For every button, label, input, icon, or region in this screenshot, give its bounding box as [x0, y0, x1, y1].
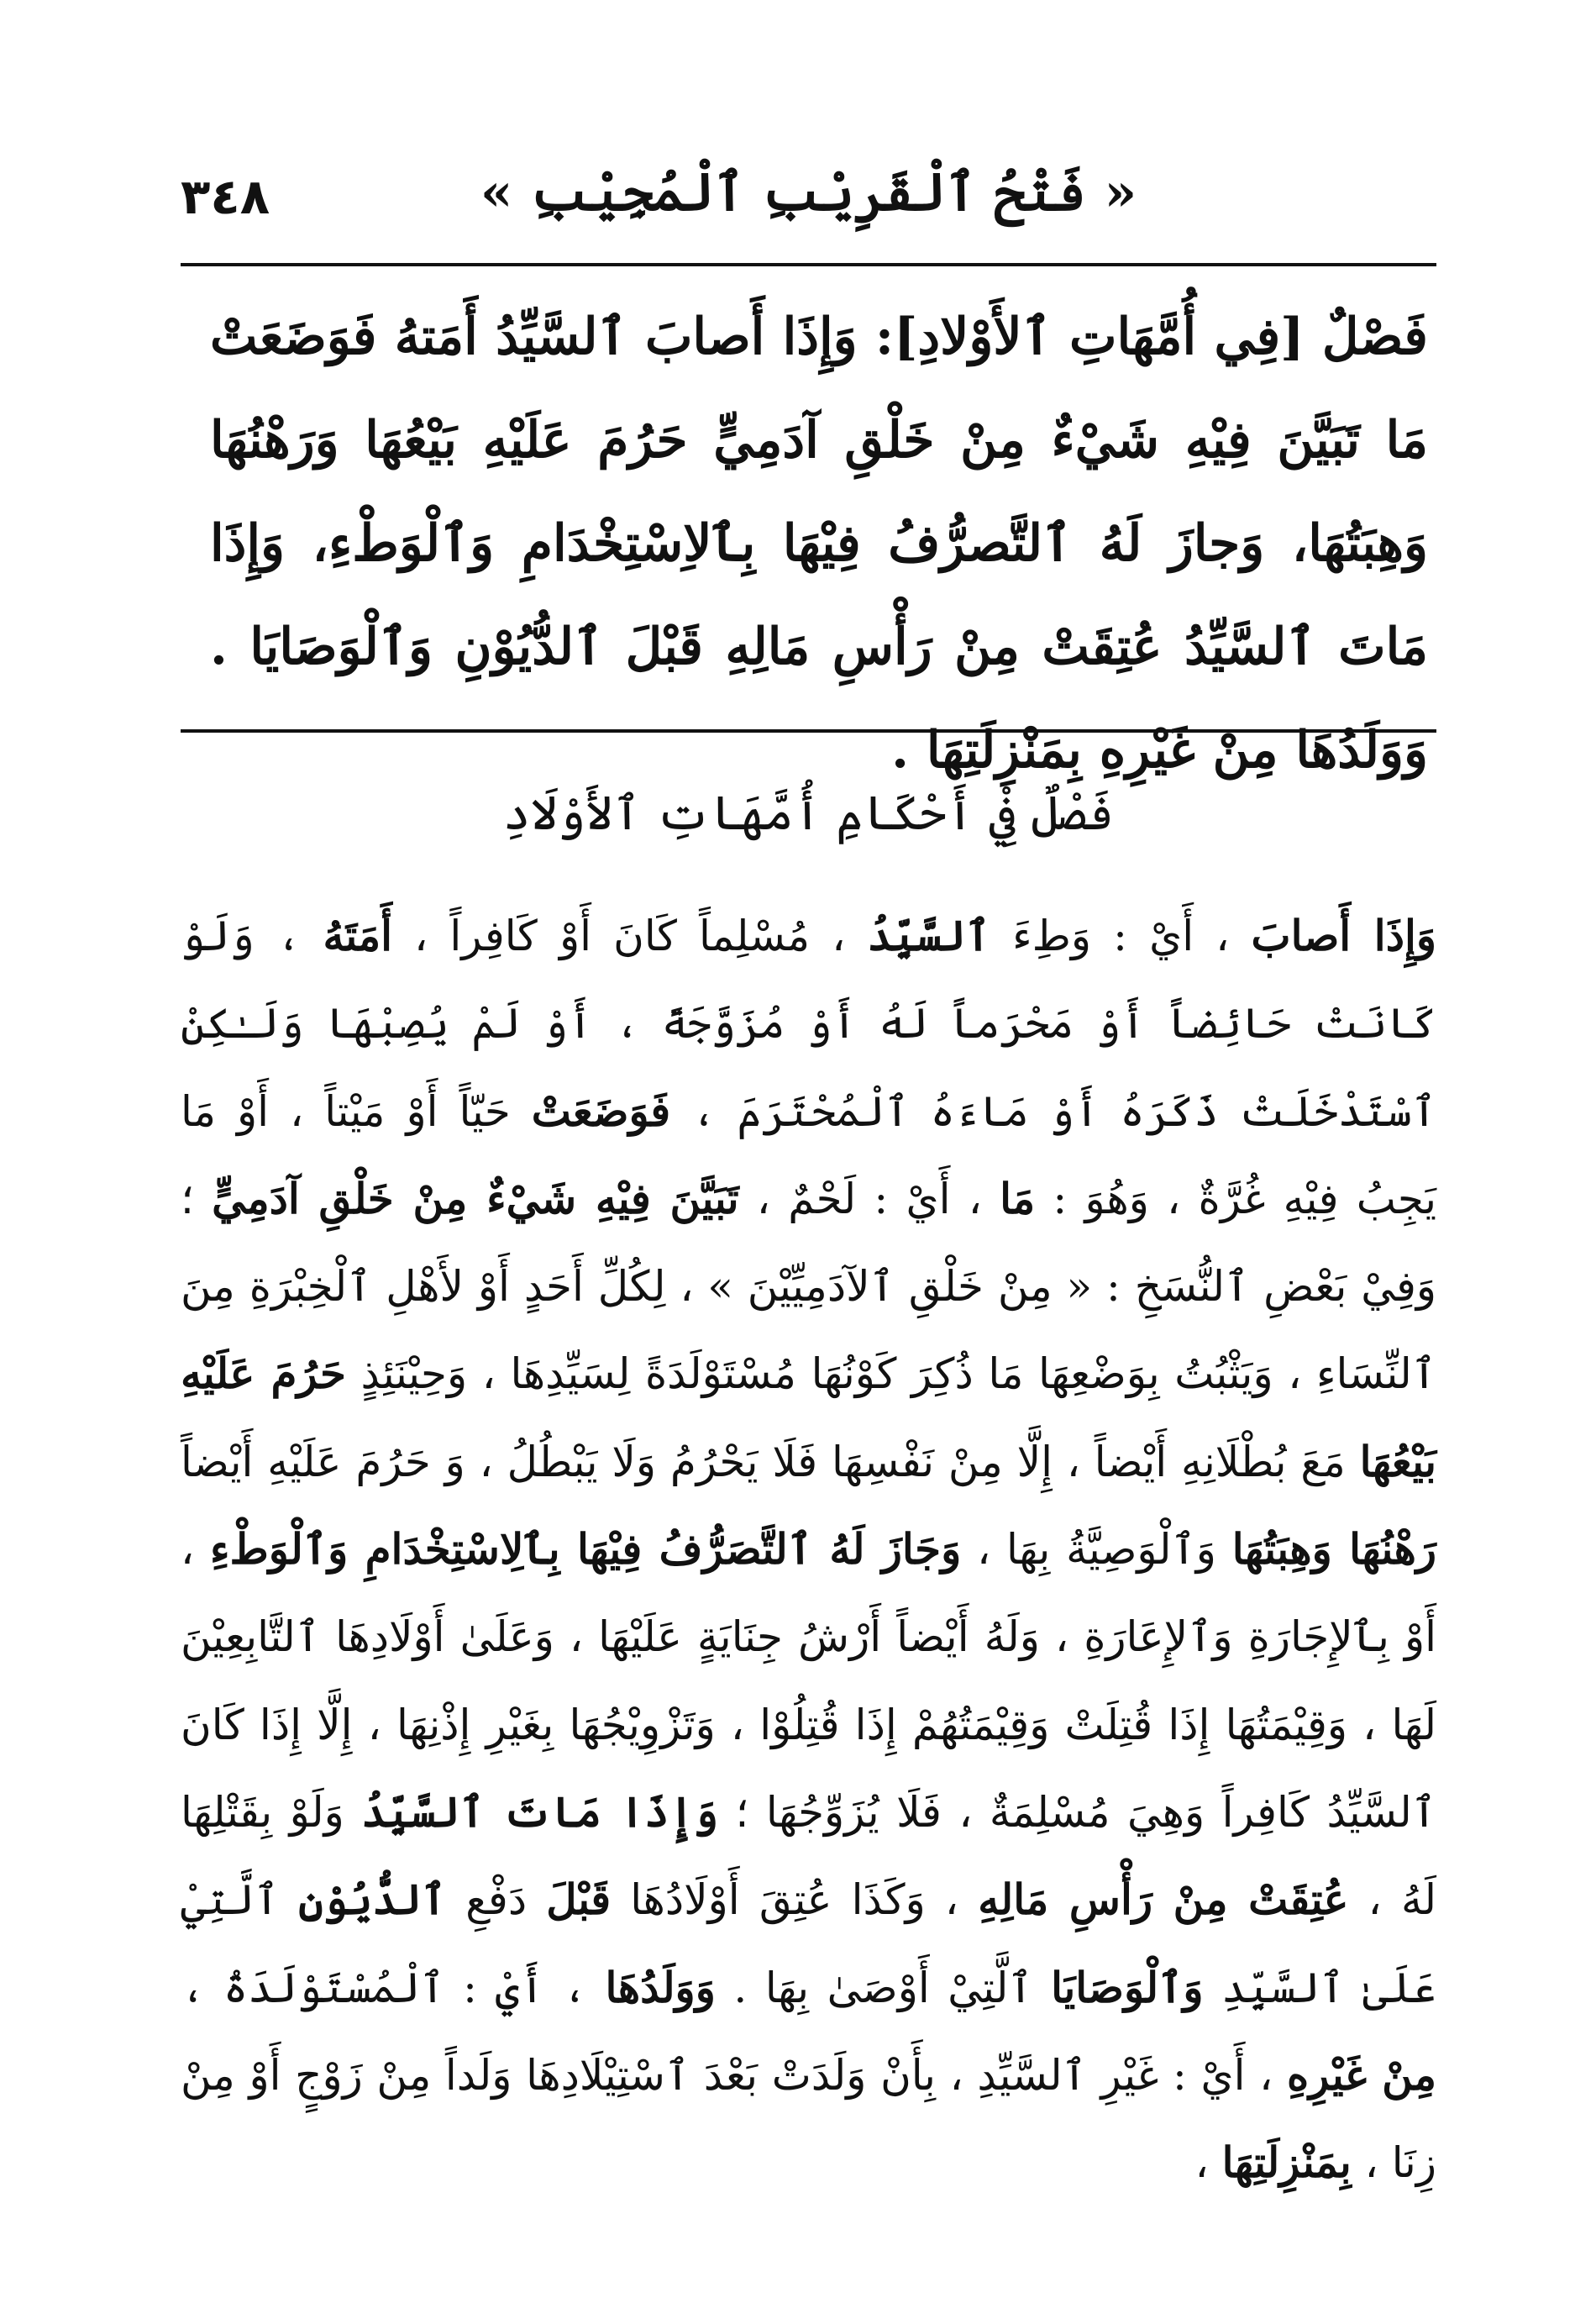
- matn-quote-segment: عُتِقَتْ مِنْ رَأْسِ مَالِهِ: [978, 1874, 1349, 1925]
- commentary-segment: ، أَوْ بِٱلإِجَارَةِ وَٱلإِعَارَةِ ، وَلَهُ أَيْضاً أَرْشُ جِنَايَةٍ عَلَيْهَا ، وَعَلَىٰ أَوْلَادِهَا ٱلتَّابِعِيْنَ لَهَا ، وَقِيْمَتُهَا إِذَا قُتِلَتْ وَقِيْمَتُهُمْ إِذَا قُتِلُوْا ، وَتَزْوِيْجُهَا بِغَيْرِ إِذْنِهَا ، إِلَّا إِذَا كَانَ ٱلسَّيِّدُ كَافِراً وَهِيَ مُسْلِمَةٌ ، فَلَا يُزَوِّجُهَا ؛: [181, 1525, 1436, 1837]
- commentary-segment: ، وَلَوْ كَانَتْ حَائِضاً أَوْ مَحْرَماً لَهُ أَوْ مُزَوَّجَةً ، أَوْ لَمْ يُصِبْهَا وَلَـٰكِنْ ٱسْتَدْخَلَتْ ذَكَرَهُ أَوْ مَاءَهُ ٱلْمُحْتَرَمَ ،: [181, 912, 1436, 1136]
- header-rule: [181, 263, 1436, 266]
- matn-quote-segment: بِمَنْزِلَتِهَا: [1221, 2137, 1352, 2188]
- commentary-segment: وَلَوْ بِقَتْلِهَا لَهُ ،: [181, 1787, 1436, 1925]
- matn-quote-segment: ٱلسَّيِّدُ: [867, 911, 990, 960]
- matn-quote-segment: وَجَازَ لَهُ ٱلتَّصَرُّفُ فِيْهَا بِٱلِاسْتِخْدَامِ وَٱلْوَطْءِ: [209, 1524, 962, 1575]
- matn-quote-segment: وَٱلْوَصَايَا: [1051, 1962, 1204, 2012]
- matn-quote-segment: مِنْ غَيْرِهِ: [1286, 2049, 1436, 2100]
- matn-text: [210, 286, 1428, 802]
- commentary-segment: ، أَيْ : وَطِءَ: [990, 912, 1252, 960]
- commentary-segment: ؛ وَفِيْ بَعْضِ ٱلنُّسَخِ : « مِنْ خَلْقِ ٱلآدَمِيِّيْنَ » ، لِكُلِّ أَحَدٍ أَوْ لأَهْلِ ٱلْخِبْرَةِ مِنَ ٱلنِّسَاءِ ، وَيَثْبُتُ بِوَضْعِهَا مَا ذُكِرَ كَوْنُهَا مُسْتَوْلَدَةً لِسَيِّدِهَا ، وَحِيْنَئِذٍ: [181, 1174, 1436, 1399]
- matn-quote-segment: أَمَتَهُ: [323, 911, 393, 960]
- commentary-text: [181, 892, 1436, 2206]
- matn-separator-rule: [181, 729, 1436, 733]
- matn-quote-segment: تَبَيَّنَ فِيْهِ شَيْءٌ مِنْ خَلْقِ آدَمِيٍّ: [212, 1173, 739, 1223]
- matn-quote-segment: فَوَضَعَتْ: [531, 1086, 671, 1136]
- commentary-segment: حَيّاً أَوْ مَيْتاً ، أَوْ مَا يَجِبُ فِيْهِ غُرَّةٌ ، وَهُوَ :: [181, 1086, 1437, 1223]
- matn-chapter-heading: فَصْلٌ [فِي أُمَّهَاتِ ٱلأَوْلادِ]:: [857, 308, 1428, 366]
- commentary-segment: ، وَكَذَا عُتِقَ أَوْلَادُهَا: [611, 1875, 979, 1925]
- commentary-section-title: فَصْلٌ فِيْ أَحْكَامِ أُمَّهَاتِ ٱلأَوْلَادِ: [502, 786, 1115, 841]
- commentary-segment: مَعَ بُطْلَانِهِ أَيْضاً ، إِلَّا مِنْ نَفْسِهَا فَلَا يَحْرُمُ وَلَا يَبْطُلُ ، وَ حَرُمَ عَلَيْهِ أَيْضاً: [181, 1437, 1360, 1486]
- commentary-segment: وَٱلْوَصِيَّةُ بِهَا ،: [961, 1525, 1232, 1575]
- matn-quote-segment: مَا: [1000, 1173, 1036, 1223]
- running-head: [181, 155, 1436, 248]
- matn-quote-segment: ٱلدُّيُوْنِ: [298, 1874, 447, 1925]
- page-number: ٣٤٨: [181, 168, 270, 225]
- matn-quote-segment: قَبْلَ: [546, 1874, 612, 1925]
- matn-quote-segment: حَرُمَ عَلَيْهِ بَيْعُهَا: [181, 1349, 1436, 1486]
- matn-quote-segment: رَهْنُهَا وَهِبَتُهَا: [1231, 1524, 1436, 1575]
- commentary-segment: ٱلَّتِيْ عَلَىٰ ٱلسَّيِّدِ: [181, 1875, 1436, 2012]
- commentary-segment: دَفْعِ: [446, 1875, 547, 1925]
- commentary-segment: ، أَيْ : غَيْرِ ٱلسَّيِّدِ ، بِأَنْ وَلَدَتْ بَعْدَ ٱسْتِيْلَادِهَا وَلَداً مِنْ زَوْجٍ أَوْ مِنْ زِنَا ،: [181, 2050, 1436, 2188]
- book-title: « فَتْحُ ٱلْقَرِيْبِ ٱلْمُجِيْبِ »: [480, 161, 1137, 223]
- commentary-segment: ، أَيْ : لَحْمٌ ،: [738, 1174, 1000, 1223]
- matn-quote-segment: وَإِذَا مَاتَ ٱلسَّيِّدُ: [361, 1786, 719, 1837]
- commentary-segment: ٱلَّتِيْ أَوْصَىٰ بِهَا .: [715, 1963, 1052, 2012]
- commentary-segment: ، أَيْ : ٱلْمُسْتَوْلَدَةُ ،: [181, 1963, 606, 2012]
- matn-body: وَإِذَا أَصابَ ٱلسَّيِّدُ أَمَتهُ فَوَضَعَتْ مَا تَبَيَّنَ فِيْهِ شَيْءٌ مِنْ خَلْقِ آدَمِيٍّ حَرُمَ عَلَيْهِ بَيْعُهَا وَرَهْنُهَا وَهِبَتُهَا، وَجازَ لَهُ ٱلتَّصرُّفُ فِيْهَا بِٱلاِسْتِخْدَامِ وَٱلْوَطْءِ، وَإِذَا مَاتَ ٱلسَّيِّدُ عُتِقَتْ مِنْ رَأْسِ مَالِهِ قَبْلَ ٱلدُّيُوْنِ وَٱلْوَصَايَا . وَوَلَدُهَا مِنْ غَيْرِهِ بِمَنْزِلَتِهَا .: [210, 308, 1428, 780]
- matn-quote-segment: وَوَلَدُهَا: [605, 1962, 716, 2012]
- commentary-segment: ، مُسْلِماً كَانَ أَوْ كَافِراً ،: [392, 912, 868, 960]
- matn-quote-segment: وَإِذَا أَصابَ: [1251, 911, 1437, 960]
- commentary-segment: ،: [1194, 2138, 1222, 2188]
